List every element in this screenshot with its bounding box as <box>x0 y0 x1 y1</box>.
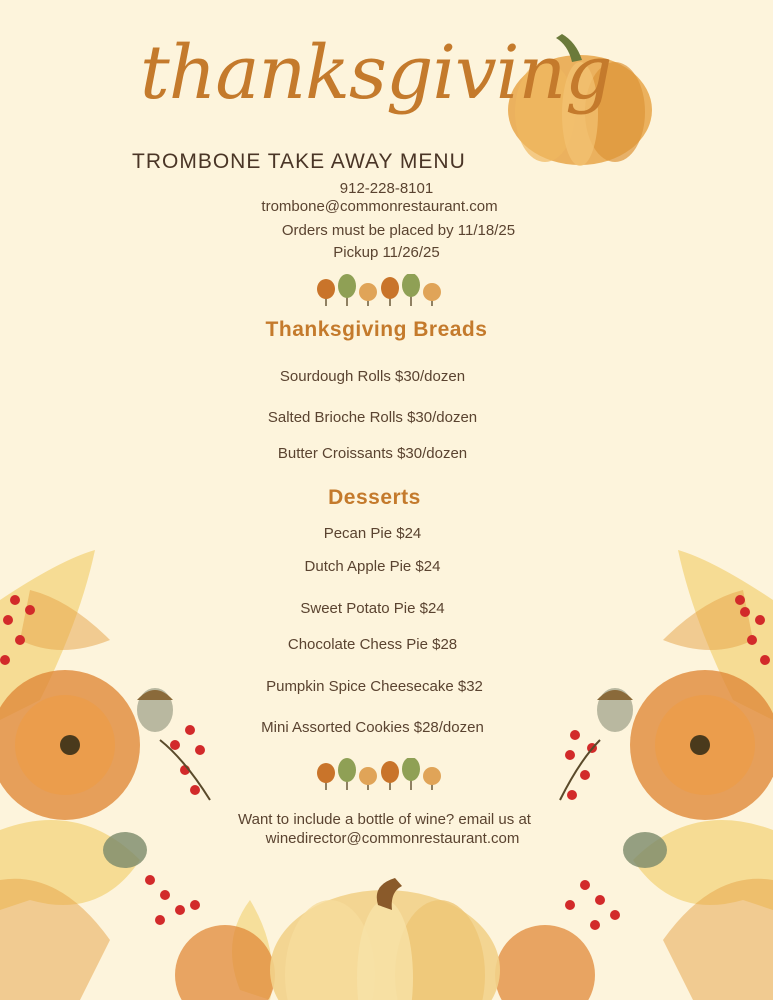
breads-heading: Thanksgiving Breads <box>265 318 488 341</box>
pickup-date: Pickup 11/26/25 <box>333 244 440 261</box>
order-deadline: Orders must be placed by 11/18/25 <box>281 222 516 239</box>
menu-item: Salted Brioche Rolls $30/dozen <box>267 409 478 426</box>
tree-row-divider <box>316 758 446 792</box>
left-floral-cluster <box>0 550 275 1000</box>
menu-item: Pecan Pie $24 <box>323 525 422 542</box>
menu-item: Sweet Potato Pie $24 <box>300 600 445 617</box>
tree-row-divider <box>316 274 446 308</box>
menu-item: Butter Croissants $30/dozen <box>277 445 468 462</box>
contact-email: trombone@commonrestaurant.com <box>261 198 498 215</box>
menu-item: Sourdough Rolls $30/dozen <box>279 368 466 385</box>
desserts-heading: Desserts <box>328 486 421 509</box>
menu-item: Mini Assorted Cookies $28/dozen <box>261 719 484 736</box>
bottom-pumpkin-illustration <box>270 878 500 1000</box>
phone-number: 912-228-8101 <box>339 180 434 197</box>
wine-email[interactable]: winedirector@commonrestaurant.com <box>265 830 520 847</box>
menu-item: Pumpkin Spice Cheesecake $32 <box>266 678 483 695</box>
script-title: thanksgiving <box>140 30 612 116</box>
wine-prompt: Want to include a bottle of wine? email us at <box>238 811 531 828</box>
right-floral-cluster <box>495 550 773 1000</box>
menu-subtitle: TROMBONE TAKE AWAY MENU <box>132 150 466 173</box>
menu-item: Chocolate Chess Pie $28 <box>287 636 458 653</box>
menu-item: Dutch Apple Pie $24 <box>304 558 441 575</box>
